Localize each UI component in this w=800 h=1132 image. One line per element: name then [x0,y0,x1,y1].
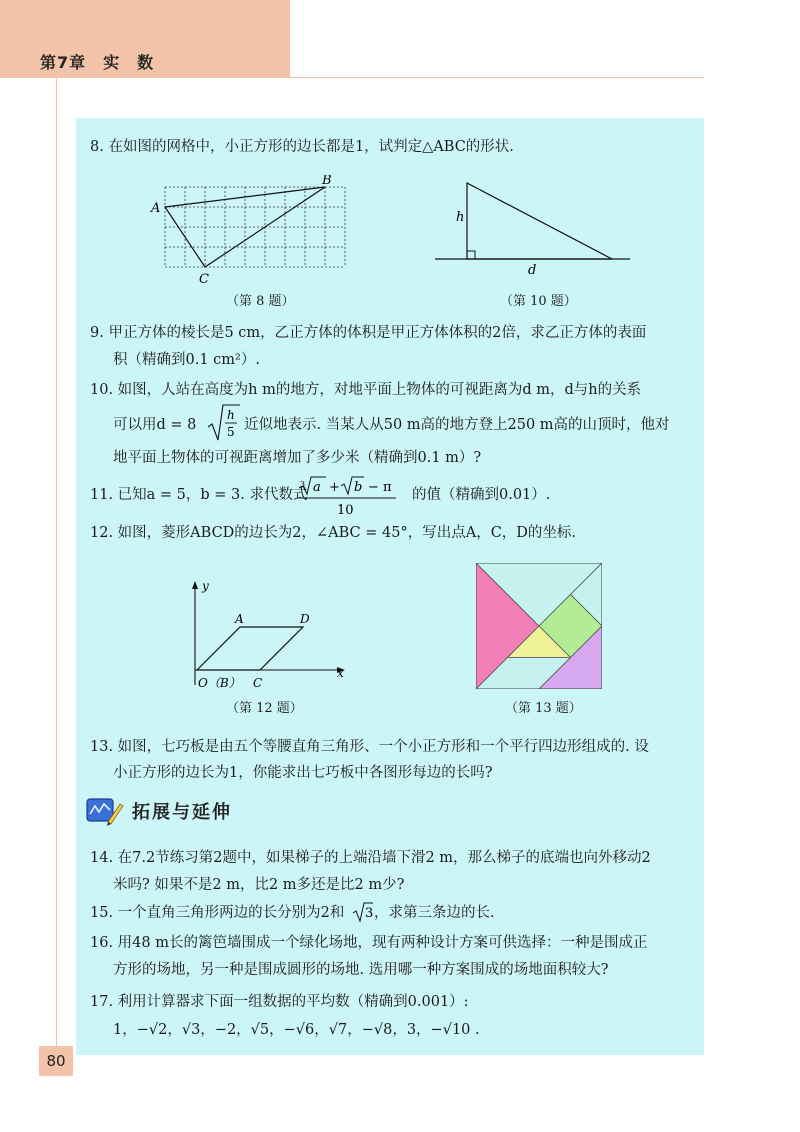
figure-12-caption: （第 12 题） [226,701,303,716]
figure-13-tangram [476,563,602,689]
section-header [86,796,232,826]
svg-text:a: a [313,480,321,495]
label-B: B [322,175,332,188]
problem-15-a: 15. 一个直角三角形两边的长分别为2和 [90,905,345,921]
figure-12-rhombus [165,575,355,695]
problem-10-line-3: 地平面上物体的可视距离增加了多少米（精确到0.1 m）? [113,450,482,466]
svg-text:+: + [329,480,340,495]
fraction-denominator: 10 [337,503,354,518]
label-x: x [337,666,344,680]
problem-13-line-2: 小正方形的边长为1，你能求出七巧板中各图形每边的长吗? [113,765,493,781]
problem-10-line-1: 10. 如图，人站在高度为h m的地方，对地平面上物体的可视距离为d m，d与h的关系 [90,382,642,398]
label-C: C [253,676,263,690]
problem-12: 12. 如图，菱形ABCD的边长为2，∠ABC = 45°，写出点A，C，D的坐标. [90,525,577,541]
problem-13-line-1: 13. 如图，七巧板是由五个等腰直角三角形、一个小正方形和一个平行四边形组成的. 设 [90,739,649,755]
label-D: D [300,612,310,626]
problem-9-line-2: 积（精确到0.1 cm²）. [113,352,260,368]
sqrt-3 [352,900,374,924]
figure-8-grid-triangle [145,175,360,290]
header-rule [290,77,704,78]
problem-14-line-2: 米吗? 如果不是2 m，比2 m多还是比2 m少? [113,877,405,893]
problem-14-line-1: 14. 在7.2节练习第2题中，如果梯子的上端沿墙下滑2 m，那么梯子的底端也向外移动2 [90,850,651,866]
label-d: d [528,263,537,278]
figure-10-right-triangle [430,175,635,280]
problem-17-line-2: 1，−√2，√3，−2，√5，−√6，√7，−√8，3，−√10 . [113,1022,480,1038]
page-number: 80 [39,1046,73,1076]
problem-16-line-1: 16. 用48 m长的篱笆墙围成一个绿化场地，现有两种设计方案可供选择：一种是围成正 [90,935,648,951]
figure-13-caption: （第 13 题） [505,701,582,716]
svg-text:3: 3 [365,906,374,921]
problem-9-line-1: 9. 甲正方体的棱长是5 cm，乙正方体的体积是甲正方体体积的2倍，求乙正方体的表面 [90,325,647,341]
label-C: C [199,272,209,287]
label-y: y [202,579,209,593]
chapter-title: 第7章 实 数 [40,53,155,72]
figure-10-caption: （第 10 题） [500,294,577,309]
problem-11-a: 11. 已知a = 5，b = 3. 求代数式 [90,487,308,503]
problem-16-line-2: 方形的场地，另一种是围成圆形的场地. 选用哪一种方案围成的场地面积较大? [113,962,609,978]
label-O-B: O（B） [198,676,241,690]
sqrt-h-over-5 [207,402,241,444]
problem-10-line-2a: 可以用d = 8 [113,417,197,433]
problem-11-b: 的值（精确到0.01）. [412,487,551,503]
svg-text:h: h [227,408,235,422]
problem-8: 8. 在如图的网格中，小正方形的边长都是1，试判定△ABC的形状. [90,139,514,155]
side-rule [56,78,57,1053]
section-pencil-icon [86,796,124,826]
problem-10-line-2b: 近似地表示. 当某人从50 m高的地方登上250 m高的山顶时，他对 [244,417,670,433]
label-A: A [151,201,161,216]
svg-text:− π: − π [368,480,392,495]
svg-text:5: 5 [227,425,235,439]
label-A: A [235,612,244,626]
section-title: 拓展与延伸 [132,802,232,823]
problem-15-b: ，求第三条边的长. [374,905,495,921]
svg-text:b: b [354,480,363,495]
problem-11-fraction [296,474,410,520]
problem-17-line-1: 17. 利用计算器求下面一组数据的平均数（精确到0.001）: [90,994,469,1010]
label-h: h [456,210,465,225]
figure-8-caption: （第 8 题） [226,294,295,309]
svg-text:3: 3 [300,480,306,489]
